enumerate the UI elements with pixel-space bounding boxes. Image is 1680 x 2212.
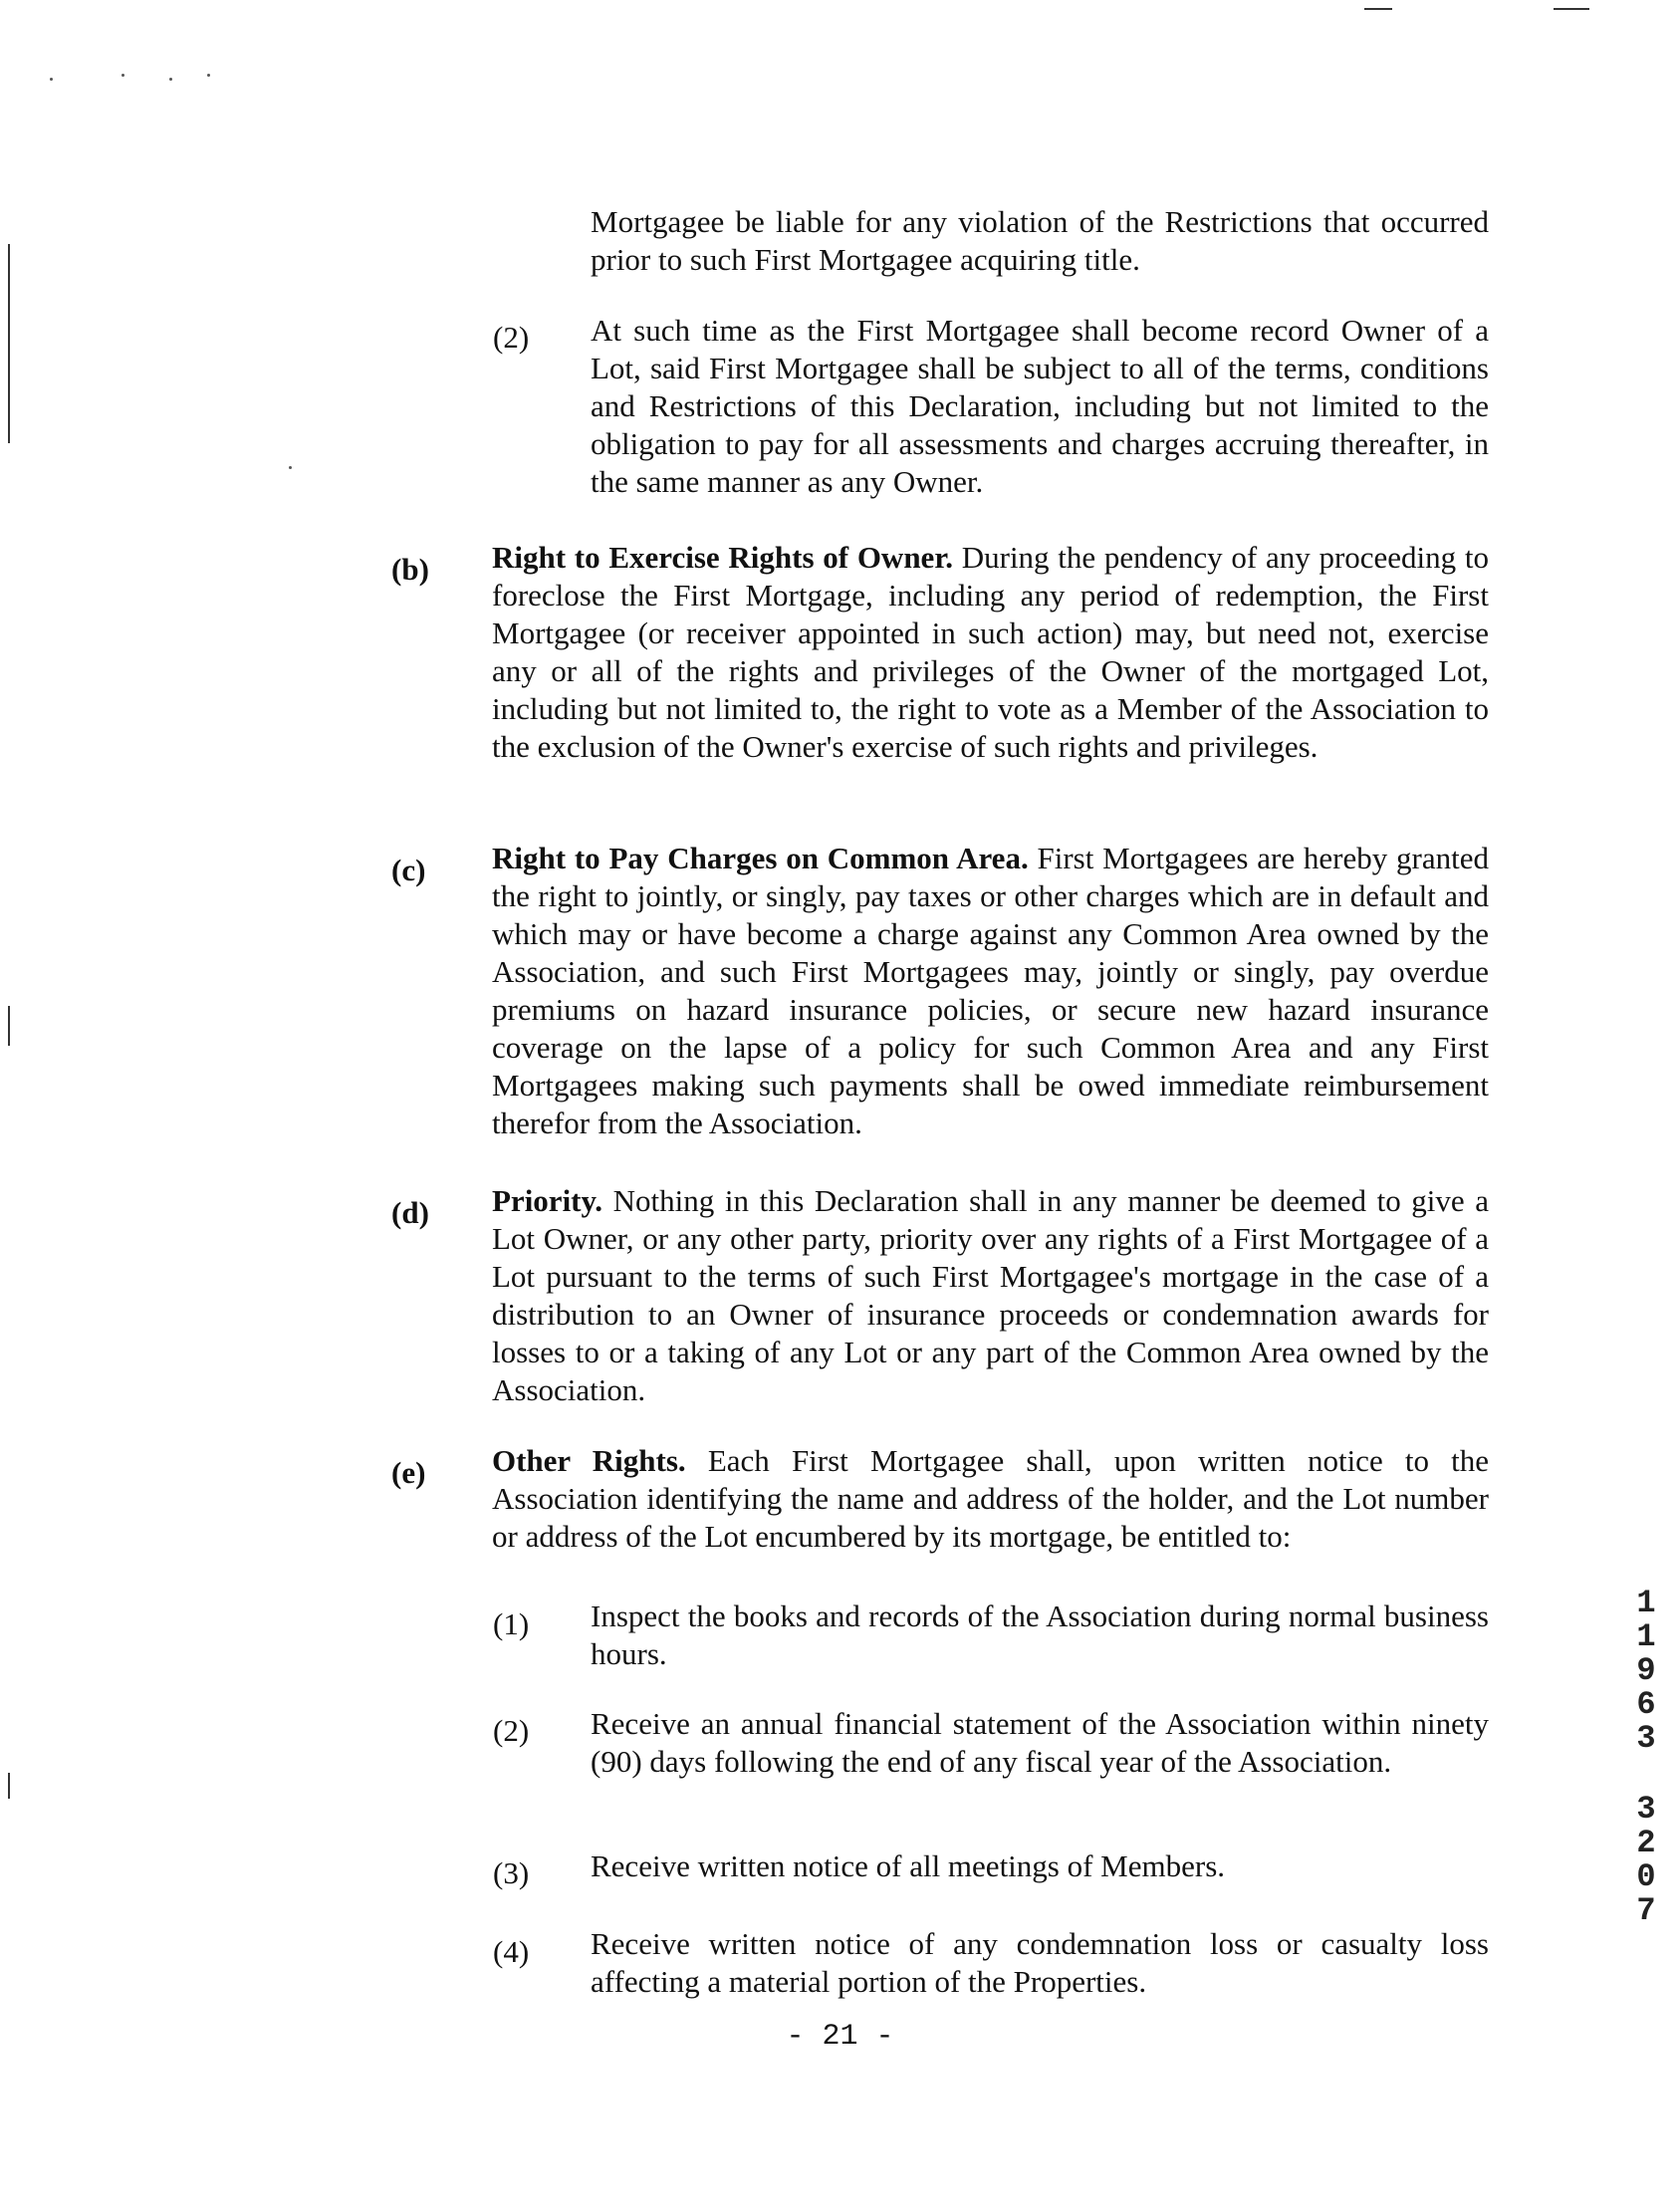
scan-speck-5 <box>289 466 292 469</box>
section-b-paragraph <box>492 539 1489 766</box>
section-d-text: Nothing in this Declaration shall in any manner be deemed to give a Lot Owner, or any other party, priority over any rights of a First Mortgagee of a Lot pursuant to the terms of such First Mortgagee's mortgage in the case of a distribution to an Owner of insurance proceeds or condemnation awards for losses to or a taking of any Lot or any part of the Common Area owned by the Association. <box>492 1183 1490 1407</box>
section-b-label: (b) <box>391 552 429 587</box>
section-c-heading: Right to Pay Charges on Common Area. <box>492 841 1029 875</box>
stamp-digit: 6 <box>1636 1686 1656 1723</box>
section-e-item-3-label: (3) <box>493 1855 530 1890</box>
scan-speck-4 <box>207 74 210 77</box>
section-d-paragraph <box>492 1182 1489 1409</box>
scan-mark-left-2 <box>8 1006 10 1046</box>
scan-speck-3 <box>169 78 172 81</box>
scan-mark-left-1 <box>8 244 10 443</box>
item-a2-label: (2) <box>493 320 530 355</box>
section-e-item-4-text: Receive written notice of any condemnation loss or casualty loss affecting a material portion of the Properties. <box>591 1926 1489 1999</box>
stamp-digit: 1 <box>1636 1585 1656 1621</box>
recording-stamp-lower <box>1633 1793 1659 1928</box>
section-c-label: (c) <box>391 853 426 887</box>
section-e-text: Each First Mortgagee shall, upon written notice to the Association identifying the name and address of the holder, and the Lot number or address of the Lot encumbered by its mortgage, be entitled to: <box>492 1443 1489 1554</box>
section-b-heading: Right to Exercise Rights of Owner. <box>492 540 953 575</box>
item-a2-text: At such time as the First Mortgagee shall become record Owner of a Lot, said First Mortgagee shall be subject to all of the terms, conditions and Restrictions of this Declaration, including but not limited to the obligation to pay for all assessments and charges accruing thereafter, in the same manner as any Owner. <box>591 313 1489 499</box>
section-e-item-4-label: (4) <box>493 1934 530 1969</box>
stamp-digit: 0 <box>1636 1858 1656 1895</box>
scan-mark-top-1 <box>1364 8 1392 10</box>
stamp-digit: 3 <box>1636 1720 1656 1757</box>
recording-stamp-upper <box>1633 1587 1659 1756</box>
section-e-item-2-text: Receive an annual financial statement of the Association within ninety (90) days following the end of any fiscal year of the Association. <box>591 1706 1489 1779</box>
scan-speck-1 <box>50 78 53 81</box>
section-e-item-1-label: (1) <box>493 1606 530 1641</box>
stamp-digit: 2 <box>1636 1825 1656 1861</box>
stamp-digit: 3 <box>1636 1791 1656 1828</box>
section-e-item-3-text: Receive written notice of all meetings of Members. <box>591 1848 1226 1883</box>
scan-mark-top-2 <box>1554 8 1589 10</box>
section-e-item-2-label: (2) <box>493 1713 530 1748</box>
page-number: - 21 - <box>786 2020 894 2054</box>
section-e-paragraph <box>492 1442 1489 1556</box>
scan-mark-left-3 <box>8 1773 10 1799</box>
section-e-label: (e) <box>391 1455 426 1490</box>
section-d-heading: Priority. <box>492 1183 603 1218</box>
section-d-label: (d) <box>391 1195 429 1230</box>
section-e-item-1-text: Inspect the books and records of the Association during normal business hours. <box>591 1598 1489 1671</box>
stamp-digit: 7 <box>1636 1892 1656 1929</box>
scan-speck-2 <box>121 74 124 77</box>
section-b-text: During the pendency of any proceeding to foreclose the First Mortgage, including any period of redemption, the First Mortgagee (or receiver appointed in such action) may, but need not, exercise any or all of the rights and privileges of the Owner of the mortgaged Lot, including but not limited to, the right to vote as a Member of the Association to the exclusion of the Owner's exercise of such rights and privileges. <box>492 540 1489 764</box>
section-c-text: First Mortgagees are hereby granted the right to jointly, or singly, pay taxes or other charges which are in default and which may or have become a charge against any Common Area owned by the Association, and such First Mortgagees may, jointly or singly, pay overdue premiums on hazard insurance policies, or secure new hazard insurance coverage on the lapse of a policy for such Common Area and any First Mortgagees making such payments shall be owed immediate reimbursement therefor from the Association. <box>492 841 1490 1140</box>
intro-continuation: Mortgagee be liable for any violation of the Restrictions that occurred prior to such First Mortgagee acquiring title. <box>591 204 1489 277</box>
section-c-paragraph <box>492 840 1489 1142</box>
stamp-digit: 9 <box>1636 1652 1656 1689</box>
stamp-digit: 1 <box>1636 1618 1656 1655</box>
section-e-heading: Other Rights. <box>492 1443 686 1478</box>
